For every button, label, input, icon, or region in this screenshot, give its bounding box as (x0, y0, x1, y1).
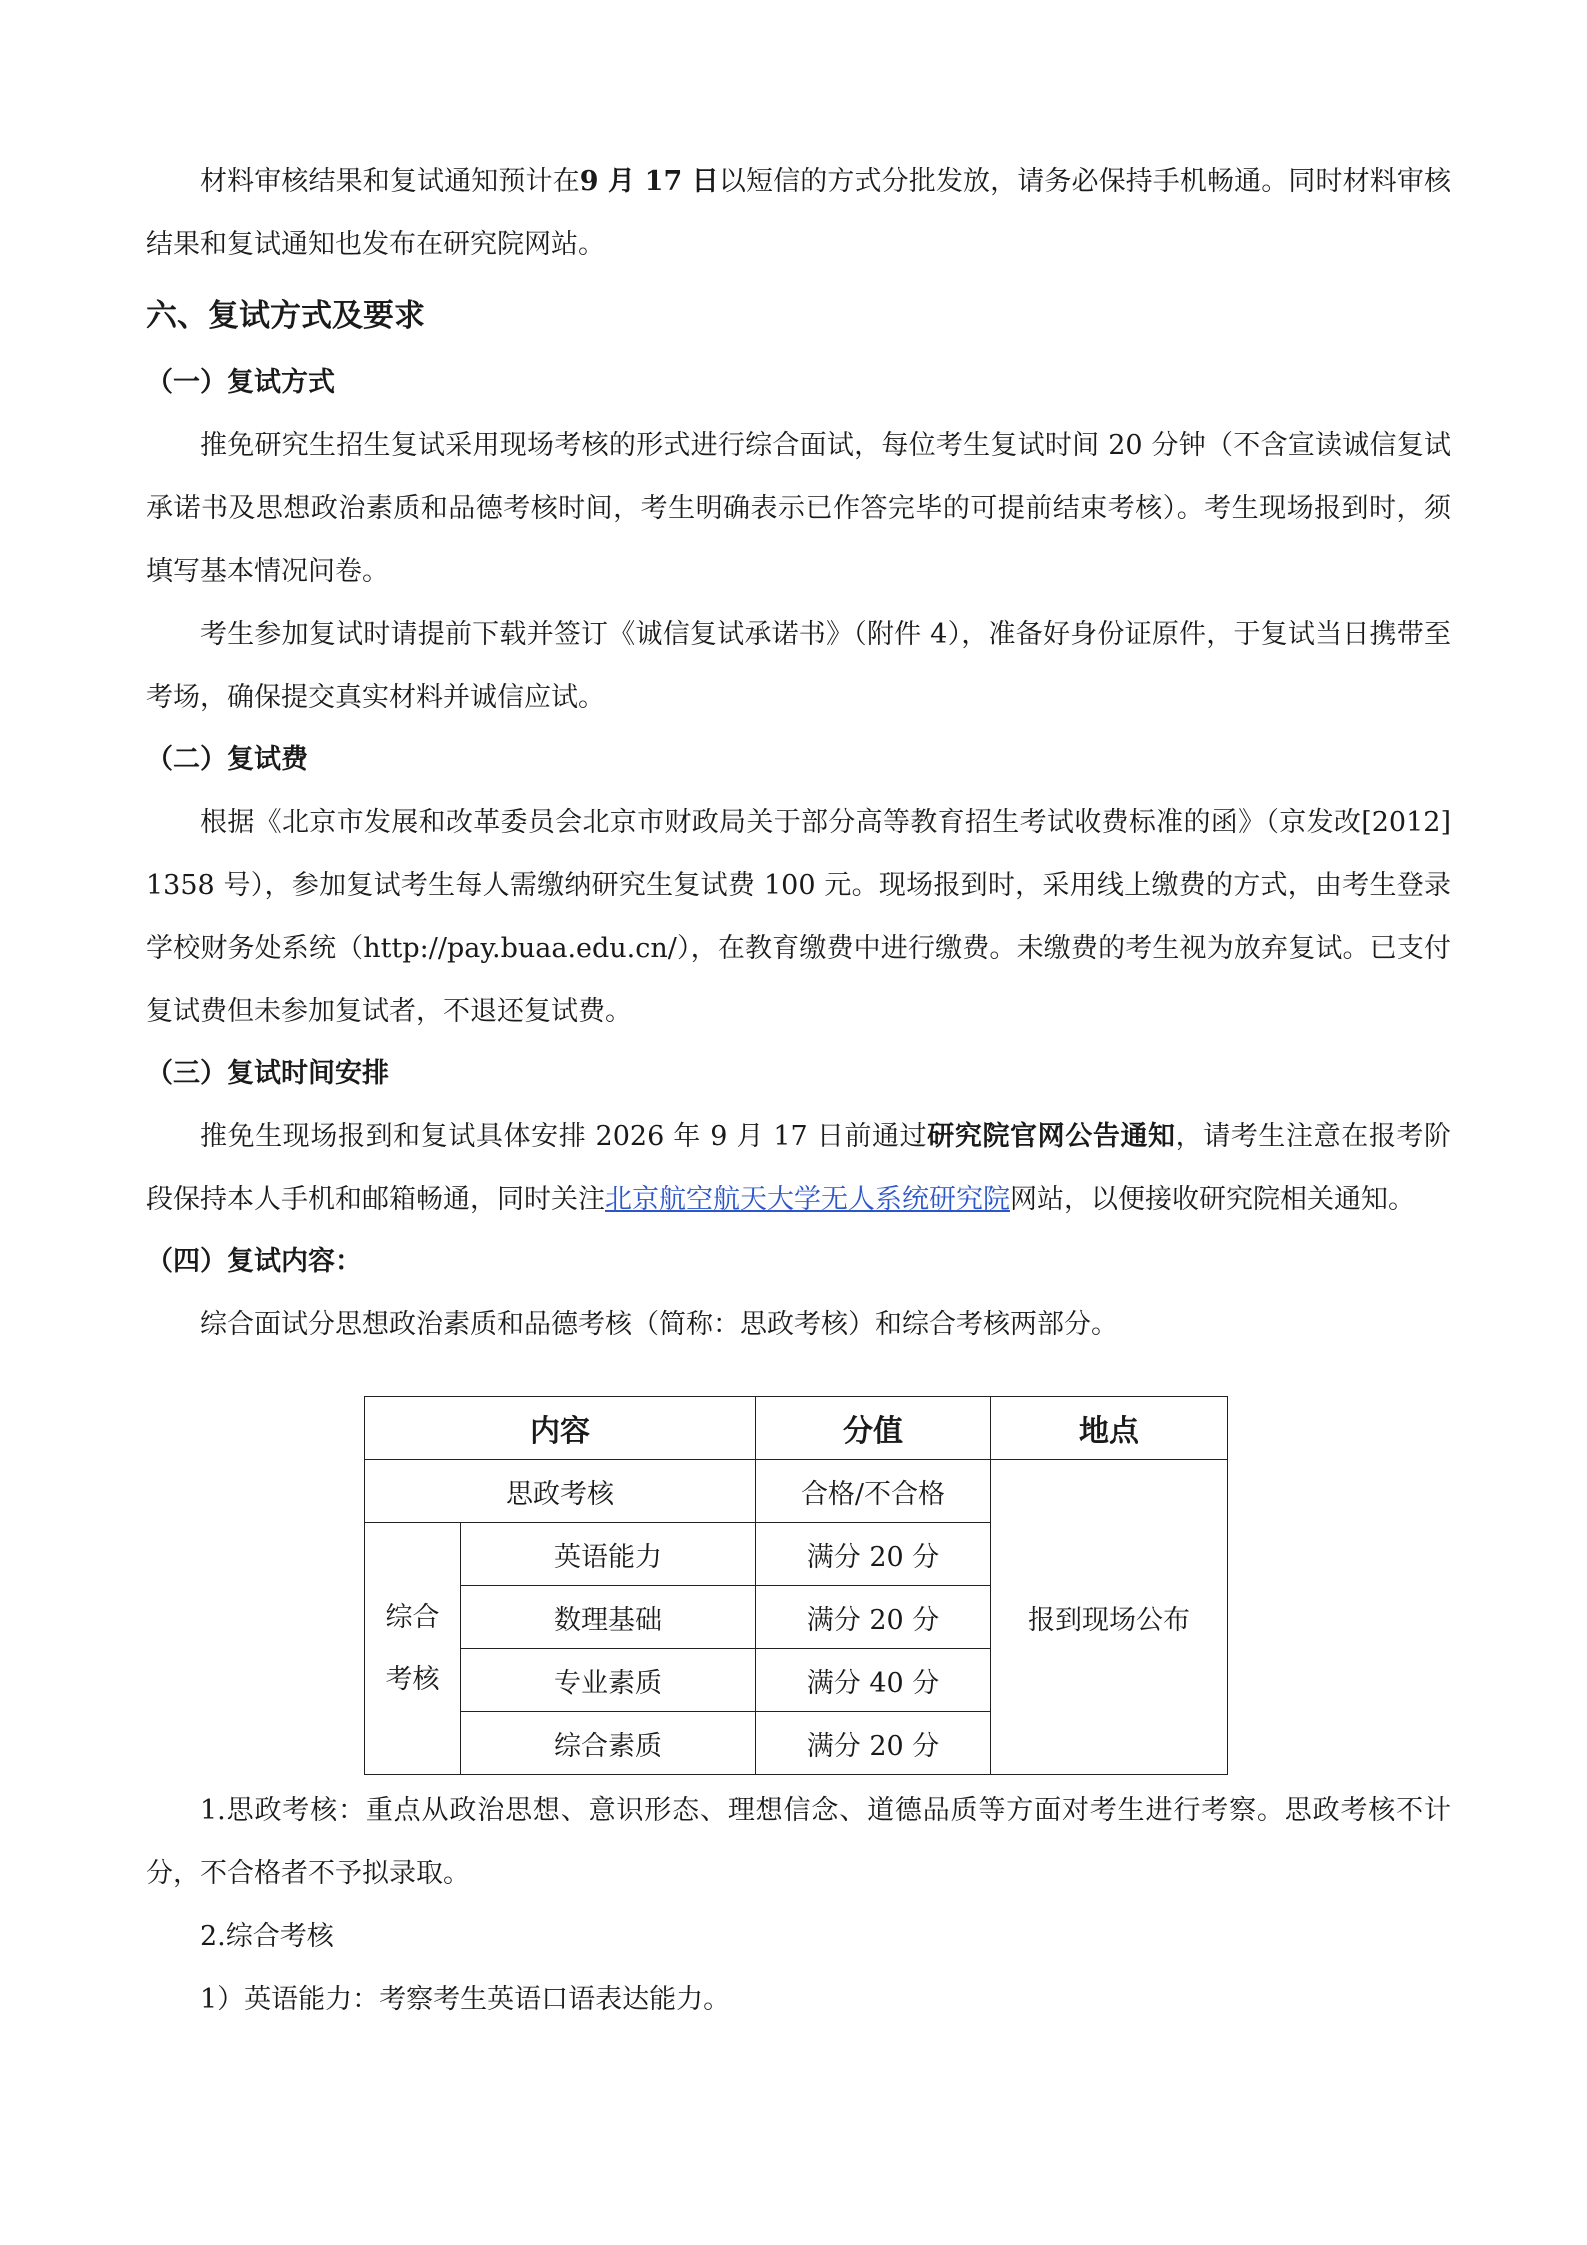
score-cell: 满分 20 分 (756, 1523, 991, 1586)
assessment-table (364, 1396, 1228, 1775)
sizheng-score-cell: 合格/不合格 (756, 1460, 991, 1523)
intro-date: 9 月 17 日 (579, 166, 719, 197)
subsection-4-title: （四）复试内容： (146, 1246, 362, 1277)
group-label-line-1: 综合 (385, 1601, 440, 1633)
group-label-line-2: 考核 (385, 1663, 440, 1695)
score-cell: 满分 20 分 (756, 1586, 991, 1649)
section-6-title: 六、复试方式及要求 (146, 298, 425, 334)
item-cell: 英语能力 (461, 1523, 756, 1586)
institute-website-link[interactable]: 北京航空航天大学无人系统研究院 (605, 1184, 1010, 1215)
header-score: 分值 (756, 1397, 991, 1460)
header-location: 地点 (991, 1397, 1228, 1460)
note-english-ability: 1）英语能力：考察考生英语口语表达能力。 (200, 1984, 731, 2015)
content-intro-paragraph: 综合面试分思想政治素质和品德考核（简称：思政考核）和综合考核两部分。 (200, 1309, 1118, 1340)
subsection-1-title: （一）复试方式 (146, 367, 335, 398)
item-cell: 综合素质 (461, 1712, 756, 1775)
schedule-bold-notice: 研究院官网公告通知 (927, 1121, 1176, 1152)
note-sizheng: 1.思政考核：重点从政治思想、意识形态、理想信念、道德品质等方面对考生进行考察。思政考核不计分，不合格者不予拟录取。 (146, 1795, 1451, 1889)
note-comprehensive-heading: 2.综合考核 (200, 1921, 334, 1952)
schedule-text-c: ，请考生注意在报考阶段保持本人手机和邮箱畅通，同时关注 (146, 1121, 1452, 1215)
table-row (365, 1460, 1228, 1523)
table-header-row (365, 1397, 1228, 1460)
retest-method-paragraph: 推免研究生招生复试采用现场考核的形式进行综合面试，每位考生复试时间 20 分钟（不含宣读诚信复试承诺书及思想政治素质和品德考核时间，考生明确表示已作答完毕的可提前结束考核）。考生现场报到时，须填写基本情况问卷。 (146, 430, 1451, 587)
location-cell: 报到现场公布 (991, 1460, 1228, 1775)
subsection-3-title: （三）复试时间安排 (146, 1058, 389, 1089)
schedule-paragraph (146, 1105, 1451, 1231)
sizheng-label-cell: 思政考核 (365, 1460, 756, 1523)
integrity-pledge-paragraph: 考生参加复试时请提前下载并签订《诚信复试承诺书》（附件 4），准备好身份证原件，于复试当日携带至考场，确保提交真实材料并诚信应试。 (146, 619, 1451, 713)
schedule-text-d: 网站，以便接收研究院相关通知。 (1010, 1184, 1415, 1215)
intro-text-a: 材料审核结果和复试通知预计在 (200, 166, 580, 197)
subsection-2-title: （二）复试费 (146, 744, 308, 775)
retest-fee-paragraph: 根据《北京市发展和改革委员会北京市财政局关于部分高等教育招生考试收费标准的函》（京发改[2012]1358 号），参加复试考生每人需缴纳研究生复试费 100 元。现场报到时，采用线上缴费的方式，由考生登录学校财务处系统（http://pay.buaa.edu.cn/），在教育缴费中进行缴费。未缴费的考生视为放弃复试。已支付复试费但未参加复试者，不退还复试费。 (146, 807, 1451, 1027)
schedule-text-a: 推免生现场报到和复试具体安排 2026 年 9 月 17 日前通过 (200, 1121, 928, 1152)
score-cell: 满分 20 分 (756, 1712, 991, 1775)
header-content: 内容 (365, 1397, 756, 1460)
document-page (146, 150, 1451, 2031)
intro-paragraph (146, 150, 1451, 276)
score-cell: 满分 40 分 (756, 1649, 991, 1712)
item-cell: 数理基础 (461, 1586, 756, 1649)
comprehensive-group-cell (365, 1523, 461, 1775)
item-cell: 专业素质 (461, 1649, 756, 1712)
intro-text-c: 以短信的方式分批发放，请务必保持手机畅通。同时材料审核结果和复试通知也发布在研究院网站。 (146, 166, 1452, 260)
